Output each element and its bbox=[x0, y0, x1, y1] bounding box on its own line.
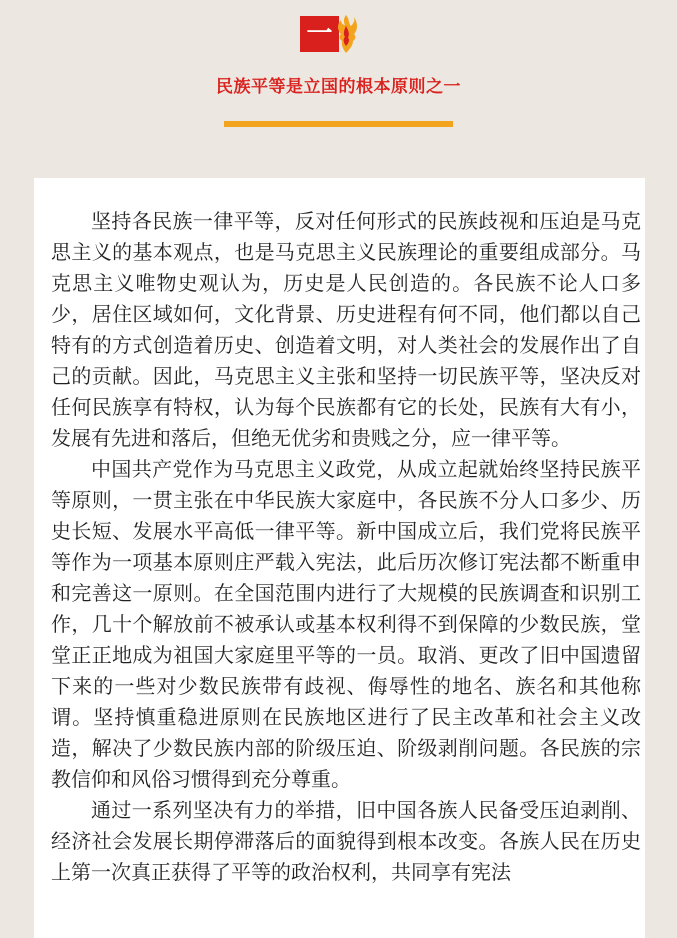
flame-icon bbox=[333, 14, 359, 54]
section-number: 一 bbox=[300, 16, 339, 52]
paragraph-1: 坚持各民族一律平等，反对任何形式的民族歧视和压迫是马克思主义的基本观点，也是马克思主义民族理论的重要组成部分。马克思主义唯物史观认为，历史是人民创造的。各民族不论人口多少，居住区域如何，文化背景、历史进程有何不同，他们都以自己特有的方式创造着历史、创造着文明，对人类社会的发展作出了自己的贡献。因此，马克思主义主张和坚持一切民族平等，坚决反对任何民族享有特权，认为每个民族都有它的长处，民族有大有小，发展有先进和落后，但绝无优劣和贵贱之分，应一律平等。 bbox=[51, 209, 641, 450]
section-title: 民族平等是立国的根本原则之一 bbox=[216, 77, 461, 97]
paragraph-2: 中国共产党作为马克思主义政党，从成立起就始终坚持民族平等原则，一贯主张在中华民族大家庭中，各民族不分人口多少、历史长短、发展水平高低一律平等。新中国成立后，我们党将民族平等作为一项基本原则庄严载入宪法，此后历次修订宪法都不断重申和完善这一原则。在全国范围内进行了大规模的民族调查和识别工作，几十个解放前不被承认或基本权利得不到保障的少数民族，堂堂正正地成为祖国大家庭里平等的一员。取消、更改了旧中国遗留下来的一些对少数民族带有歧视、侮辱性的地名、族名和其他称谓。坚持慎重稳进原则在民族地区进行了民主改革和社会主义改造，解决了少数民族内部的阶级压迫、阶级剥削问题。各民族的宗教信仰和风俗习惯得到充分尊重。 bbox=[51, 457, 641, 791]
paragraph-3: 通过一系列坚决有力的举措，旧中国各族人民备受压迫剥削、经济社会发展长期停滞落后的面貌得到根本改变。各族人民在历史上第一次真正获得了平等的政治权利，共同享有宪法 bbox=[51, 798, 641, 884]
section-number-badge bbox=[300, 14, 357, 54]
title-underline bbox=[224, 121, 453, 127]
article-body bbox=[51, 206, 641, 888]
